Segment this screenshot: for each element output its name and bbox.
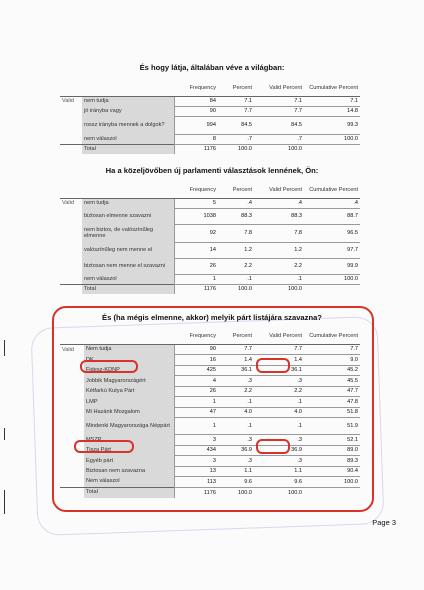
cell-valid-percent: 36.1 [254, 365, 304, 376]
cell-percent: 2.2 [218, 258, 254, 274]
table-row [60, 134, 360, 144]
table-3-title: És (ha mégis elmenne, akkor) melyik párt listájára szavazna? [102, 313, 322, 322]
cell-percent: .3 [218, 435, 254, 446]
cell-percent: 1.1 [218, 466, 254, 477]
row-label: rossz irányba mennek a dolgok? [82, 116, 174, 134]
cell-cumulative-percent: 90.4 [304, 466, 360, 477]
cell-percent: .4 [218, 198, 254, 208]
highlight-oval-fidesz-value [256, 358, 290, 373]
row-label: LMP [84, 397, 174, 408]
cell-percent: 9.6 [218, 477, 254, 488]
table-row [60, 242, 360, 258]
total-percent: 100.0 [218, 284, 254, 294]
total-frequency: 1176 [174, 284, 218, 294]
cell-percent: 7.7 [218, 344, 254, 355]
page-number: Page 3 [372, 518, 396, 527]
valid-label: Valid [62, 346, 75, 353]
cell-frequency: 113 [174, 477, 218, 488]
table-row [60, 386, 360, 397]
cell-frequency: 26 [174, 386, 218, 397]
table-row [60, 418, 360, 435]
valid-label: Valid [62, 200, 75, 207]
cell-percent: .1 [218, 418, 254, 435]
cell-valid-percent: .3 [254, 456, 304, 467]
cell-frequency: 5 [174, 198, 218, 208]
cell-valid-percent: 7.8 [254, 224, 304, 242]
total-row [60, 487, 360, 498]
table-row [60, 258, 360, 274]
cell-cumulative-percent: 52.1 [304, 435, 360, 446]
cell-cumulative-percent: 47.7 [304, 386, 360, 397]
cell-frequency: 90 [174, 106, 218, 116]
cell-percent: .1 [218, 274, 254, 284]
row-label: Nem tudja [84, 344, 174, 355]
row-label: nem biztos, de valószínűleg elmenne [82, 224, 174, 242]
cell-frequency: 14 [174, 242, 218, 258]
cell-frequency: 84 [174, 96, 218, 106]
row-label: biztosan nem menne el szavazni [82, 258, 174, 274]
cell-percent: 1.4 [218, 355, 254, 366]
valid-label: Valid [62, 98, 75, 105]
total-frequency: 1176 [174, 487, 218, 498]
table-row [60, 96, 360, 106]
cell-percent: .7 [218, 134, 254, 144]
row-label: nem válaszol [82, 274, 174, 284]
cell-frequency: 47 [174, 407, 218, 418]
table-row [60, 224, 360, 242]
cell-frequency: 994 [174, 116, 218, 134]
row-label: Mi Hazánk Mozgalom [84, 407, 174, 418]
cell-percent: 7.1 [218, 96, 254, 106]
row-label: Egyéb párt [84, 456, 174, 467]
table-row [60, 376, 360, 387]
cell-valid-percent: 2.2 [254, 258, 304, 274]
cell-valid-percent: 1.4 [254, 355, 304, 366]
table-row [60, 407, 360, 418]
col-header-frequency: Frequency [174, 182, 218, 198]
row-label: Mindenki Magyarországa Néppárt [84, 418, 174, 435]
cell-valid-percent: 2.2 [254, 386, 304, 397]
cell-percent: .1 [218, 397, 254, 408]
cell-percent: 7.7 [218, 106, 254, 116]
cell-valid-percent: .1 [254, 274, 304, 284]
cell-valid-percent: 7.7 [254, 106, 304, 116]
table-row [60, 208, 360, 224]
cell-cumulative-percent: 9.0 [304, 355, 360, 366]
table-row [60, 116, 360, 134]
cell-frequency: 3 [174, 435, 218, 446]
cell-cumulative-percent: 7.7 [304, 344, 360, 355]
cell-cumulative-percent: 7.1 [304, 96, 360, 106]
total-row [60, 144, 360, 154]
cell-frequency: 434 [174, 445, 218, 456]
cell-cumulative-percent: 100.0 [304, 274, 360, 284]
table-row [60, 198, 360, 208]
total-frequency: 1176 [174, 144, 218, 154]
table-row [60, 274, 360, 284]
cell-cumulative-percent: .4 [304, 198, 360, 208]
total-label: Total [84, 487, 174, 498]
cell-cumulative-percent: 100.0 [304, 477, 360, 488]
cell-percent: .3 [218, 376, 254, 387]
table-row [60, 397, 360, 408]
row-label: Tisza Párt [84, 445, 174, 456]
table-row [60, 477, 360, 488]
cell-frequency: 1 [174, 274, 218, 284]
col-header-valid-percent: Valid Percent [254, 80, 304, 96]
cell-valid-percent: .3 [254, 435, 304, 446]
cell-percent: 4.0 [218, 407, 254, 418]
cell-frequency: 13 [174, 466, 218, 477]
highlight-oval-tisza-label [74, 440, 134, 453]
row-label: DK [84, 355, 174, 366]
cell-frequency: 92 [174, 224, 218, 242]
table-row [60, 456, 360, 467]
cell-valid-percent: .1 [254, 397, 304, 408]
total-percent: 100.0 [218, 487, 254, 498]
table-row [60, 344, 360, 355]
frequency-table-2 [60, 182, 360, 294]
col-header-percent: Percent [218, 328, 254, 344]
row-label: Jobbik Magyarországért [84, 376, 174, 387]
cell-valid-percent: 9.6 [254, 477, 304, 488]
highlight-oval-fidesz-label [80, 360, 138, 373]
cell-percent: 36.1 [218, 365, 254, 376]
total-label: Total [82, 144, 174, 154]
cell-cumulative-percent: 47.8 [304, 397, 360, 408]
col-header-percent: Percent [218, 80, 254, 96]
row-label: Nem válaszol [84, 477, 174, 488]
cell-valid-percent: .1 [254, 418, 304, 435]
cell-frequency: 425 [174, 365, 218, 376]
col-header-frequency: Frequency [174, 80, 218, 96]
cell-frequency: 1 [174, 418, 218, 435]
highlight-oval-tisza-value [256, 439, 290, 454]
cell-percent: 2.2 [218, 386, 254, 397]
row-label: nem válaszol [82, 134, 174, 144]
row-label: jó irányba vagy [82, 106, 174, 116]
col-header-percent: Percent [218, 182, 254, 198]
cell-percent: 36.9 [218, 445, 254, 456]
cell-frequency: 26 [174, 258, 218, 274]
cell-valid-percent: 1.2 [254, 242, 304, 258]
total-valid-percent: 100.0 [254, 284, 304, 294]
table-row [60, 466, 360, 477]
cell-frequency: 16 [174, 355, 218, 366]
cell-frequency: 8 [174, 134, 218, 144]
cell-valid-percent: 1.1 [254, 466, 304, 477]
row-label: biztosan elmenne szavazni [82, 208, 174, 224]
col-header-cumulative-percent: Cumulative Percent [304, 182, 360, 198]
total-valid-percent: 100.0 [254, 487, 304, 498]
cell-cumulative-percent: 99.3 [304, 116, 360, 134]
margin-mark [4, 490, 5, 514]
cell-frequency: 4 [174, 376, 218, 387]
col-header-valid-percent: Valid Percent [254, 328, 304, 344]
cell-percent: .3 [218, 456, 254, 467]
cell-frequency: 1 [174, 397, 218, 408]
total-valid-percent: 100.0 [254, 144, 304, 154]
col-header-cumulative-percent: Cumulative Percent [304, 80, 360, 96]
cell-cumulative-percent: 89.3 [304, 456, 360, 467]
cell-frequency: 90 [174, 344, 218, 355]
cell-cumulative-percent: 89.0 [304, 445, 360, 456]
cell-valid-percent: 88.3 [254, 208, 304, 224]
table-row [60, 106, 360, 116]
row-label: nem tudja [82, 198, 174, 208]
table-1-title: És hogy látja, általában véve a világban: [139, 63, 285, 72]
table-2-title: Ha a közeljövőben új parlamenti választások lennének, Ön: [105, 166, 319, 175]
row-label: nem tudja [82, 96, 174, 106]
cell-valid-percent: 7.1 [254, 96, 304, 106]
col-header-frequency: Frequency [174, 328, 218, 344]
cell-valid-percent: 4.0 [254, 407, 304, 418]
cell-cumulative-percent: 100.0 [304, 134, 360, 144]
cell-cumulative-percent: 51.9 [304, 418, 360, 435]
col-header-valid-percent: Valid Percent [254, 182, 304, 198]
cell-cumulative-percent: 97.7 [304, 242, 360, 258]
cell-cumulative-percent: 99.9 [304, 258, 360, 274]
margin-mark [4, 428, 5, 440]
cell-valid-percent: 84.5 [254, 116, 304, 134]
row-label: Kétfarkú Kutya Párt [84, 386, 174, 397]
col-header-cumulative-percent: Cumulative Percent [304, 328, 360, 344]
frequency-table-1 [60, 80, 360, 154]
frequency-table-3 [60, 328, 360, 498]
margin-mark [4, 340, 5, 356]
cell-cumulative-percent: 51.8 [304, 407, 360, 418]
row-label: MSZP [84, 435, 174, 446]
cell-percent: 1.2 [218, 242, 254, 258]
cell-valid-percent: .4 [254, 198, 304, 208]
cell-valid-percent: .3 [254, 376, 304, 387]
cell-cumulative-percent: 88.7 [304, 208, 360, 224]
cell-cumulative-percent: 14.8 [304, 106, 360, 116]
total-label: Total [82, 284, 174, 294]
cell-percent: 84.5 [218, 116, 254, 134]
cell-valid-percent: .7 [254, 134, 304, 144]
row-label: Biztosan nem szavazna [84, 466, 174, 477]
cell-valid-percent: 36.9 [254, 445, 304, 456]
total-row [60, 284, 360, 294]
cell-cumulative-percent: 96.5 [304, 224, 360, 242]
cell-frequency: 1038 [174, 208, 218, 224]
row-label: Fidesz-KDNP [84, 365, 174, 376]
cell-frequency: 3 [174, 456, 218, 467]
cell-percent: 88.3 [218, 208, 254, 224]
total-percent: 100.0 [218, 144, 254, 154]
cell-cumulative-percent: 45.2 [304, 365, 360, 376]
cell-percent: 7.8 [218, 224, 254, 242]
cell-valid-percent: 7.7 [254, 344, 304, 355]
row-label: valószínűleg nem menne el [82, 242, 174, 258]
cell-cumulative-percent: 45.5 [304, 376, 360, 387]
